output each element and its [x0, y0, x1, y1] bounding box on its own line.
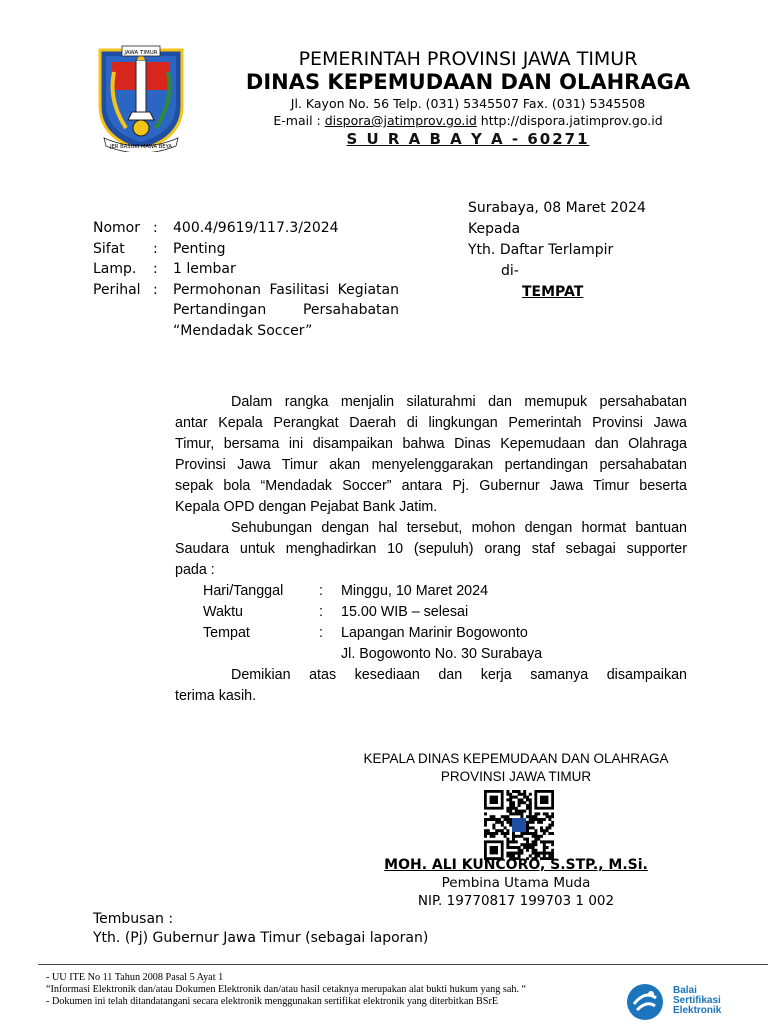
- meta-value: Penting: [173, 240, 226, 257]
- detail-value: Lapangan Marinir Bogowonto: [341, 625, 528, 641]
- body-line: Provinsi Jawa Timur akan menyelenggarakan pertandingan persahabatan: [175, 457, 687, 473]
- qr-code-signature: [484, 790, 554, 860]
- cc-label: Tembusan :: [93, 911, 174, 927]
- contact-line: [200, 113, 736, 128]
- signatory-name: MOH. ALI KUNCORO, S.STP., M.Si.: [384, 857, 648, 873]
- detail-label: Tempat: [203, 625, 250, 641]
- subject-line: “Mendadak Soccer”: [173, 322, 313, 339]
- meta-lamp: [93, 259, 399, 280]
- meta-perihal: [93, 280, 399, 342]
- to-label: Kepada: [468, 221, 521, 237]
- letter-meta: [93, 218, 399, 341]
- signature-title: [340, 750, 692, 786]
- detail-spacer: [319, 644, 341, 665]
- meta-nomor: [93, 218, 399, 239]
- meta-value: 400.4/9619/117.3/2024: [173, 220, 339, 236]
- meta-sifat: [93, 239, 399, 260]
- signature-title-line: KEPALA DINAS KEPEMUDAAN DAN OLAHRAGA: [363, 751, 669, 766]
- detail-value: Jl. Bogowonto No. 30 Surabaya: [341, 646, 543, 662]
- detail-value: Minggu, 10 Maret 2024: [341, 583, 489, 599]
- cc-item: Yth. (Pj) Gubernur Jawa Timur (sebagai laporan): [93, 930, 429, 946]
- body-line: Kepala OPD dengan Pejabat Bank Jatim.: [175, 499, 438, 515]
- footer-note-1: - UU ITE No 11 Tahun 2008 Pasal 5 Ayat 1: [46, 972, 224, 983]
- body-line: terima kasih.: [175, 688, 257, 704]
- cc-block: [93, 910, 428, 948]
- meta-label: Nomor: [93, 220, 140, 236]
- detail-value: 15.00 WIB – selesai: [341, 604, 469, 620]
- recipient: Yth. Daftar Terlampir: [468, 242, 614, 258]
- subject-line: Pertandingan Persahabatan: [173, 302, 399, 318]
- jawa-timur-emblem-logo: [92, 42, 190, 152]
- footer-divider: [38, 964, 768, 965]
- body-line: pada :: [175, 562, 215, 578]
- bsre-text-line: Sertifikasi: [673, 995, 721, 1006]
- detail-row-day: [175, 581, 687, 602]
- meta-label: Sifat: [93, 240, 125, 257]
- logo-motto-text: JER BASUKI MAWA BEYA: [110, 144, 172, 150]
- bsre-wordmark: [673, 986, 721, 1016]
- body-line: Saudara untuk menghadirkan 10 (sepuluh) orang staf sebagai supporter: [175, 541, 687, 557]
- office-address: Jl. Kayon No. 56 Telp. (031) 5345507 Fax. (031) 5345508: [290, 96, 646, 111]
- detail-colon: :: [319, 583, 323, 599]
- meta-label: Lamp.: [93, 261, 137, 277]
- meta-colon: :: [153, 281, 158, 298]
- signature-title-line: PROVINSI JAWA TIMUR: [440, 769, 592, 784]
- body-line: Sehubungan dengan hal tersebut, mohon dengan hormat bantuan: [231, 520, 687, 536]
- recipient-block: [468, 198, 646, 303]
- meta-colon: :: [153, 261, 158, 277]
- detail-colon: :: [319, 604, 323, 620]
- detail-label: Waktu: [203, 604, 243, 620]
- footer-note-2: “Informasi Elektronik dan/atau Dokumen Elektronik dan/atau hasil cetaknya merupakan alat bukti hukum yang sah. “: [46, 984, 527, 995]
- footer-note-3: - Dokumen ini telah ditandatangani secara elektronik menggunakan sertifikat elektronik yang diterbitkan BSrE: [46, 996, 499, 1007]
- government-name: PEMERINTAH PROVINSI JAWA TIMUR: [298, 48, 638, 70]
- subject-value: [173, 280, 399, 342]
- signatory: [340, 856, 692, 910]
- body-line: antar Kepala Perangkat Daerah di lingkungan Pemerintah Provinsi Jawa: [175, 415, 687, 431]
- meta-value: 1 lembar: [173, 261, 236, 277]
- place-label: TEMPAT: [522, 284, 584, 300]
- bsre-text-line: Elektronik: [673, 1005, 722, 1016]
- meta-colon: :: [153, 220, 158, 236]
- email-prefix: E-mail :: [273, 113, 325, 128]
- signatory-nip: NIP. 19770817 199703 1 002: [417, 893, 615, 909]
- body-line: Demikian atas kesediaan dan kerja samanya disampaikan: [231, 667, 687, 683]
- detail-row-time: [175, 602, 687, 623]
- city-postal: S U R A B A Y A - 60271: [346, 130, 590, 148]
- signatory-rank: Pembina Utama Muda: [441, 875, 591, 891]
- bsre-logo-icon: [625, 982, 665, 1022]
- body-line: sepak bola “Mendadak Soccer” antara Pj. Gubernur Jawa Timur beserta: [175, 478, 687, 494]
- subject-line: Permohonan Fasilitasi Kegiatan: [173, 281, 399, 298]
- detail-row-place: [175, 623, 687, 644]
- meta-label: Perihal: [93, 281, 141, 298]
- detail-row-place-2: [175, 644, 687, 665]
- detail-label: Hari/Tanggal: [203, 583, 284, 599]
- detail-colon: :: [319, 625, 323, 641]
- website-link[interactable]: http://dispora.jatimprov.go.id: [480, 113, 663, 128]
- meta-colon: :: [153, 240, 158, 257]
- email-link[interactable]: dispora@jatimprov.go.id: [324, 113, 477, 128]
- letter-date: Surabaya, 08 Maret 2024: [468, 200, 646, 216]
- di-label: di-: [501, 263, 519, 279]
- logo-ribbon-text: JAWA TIMUR: [124, 50, 158, 56]
- letter-body: [175, 392, 687, 707]
- detail-spacer: [203, 644, 319, 665]
- department-name: DINAS KEPEMUDAAN DAN OLAHRAGA: [245, 70, 691, 94]
- body-line: Timur, bersama ini disampaikan bahwa Dinas Kepemudaan dan Olahraga: [175, 436, 687, 452]
- bsre-text-line: Balai: [673, 985, 697, 996]
- body-line: Dalam rangka menjalin silaturahmi dan memupuk persahabatan: [231, 394, 687, 410]
